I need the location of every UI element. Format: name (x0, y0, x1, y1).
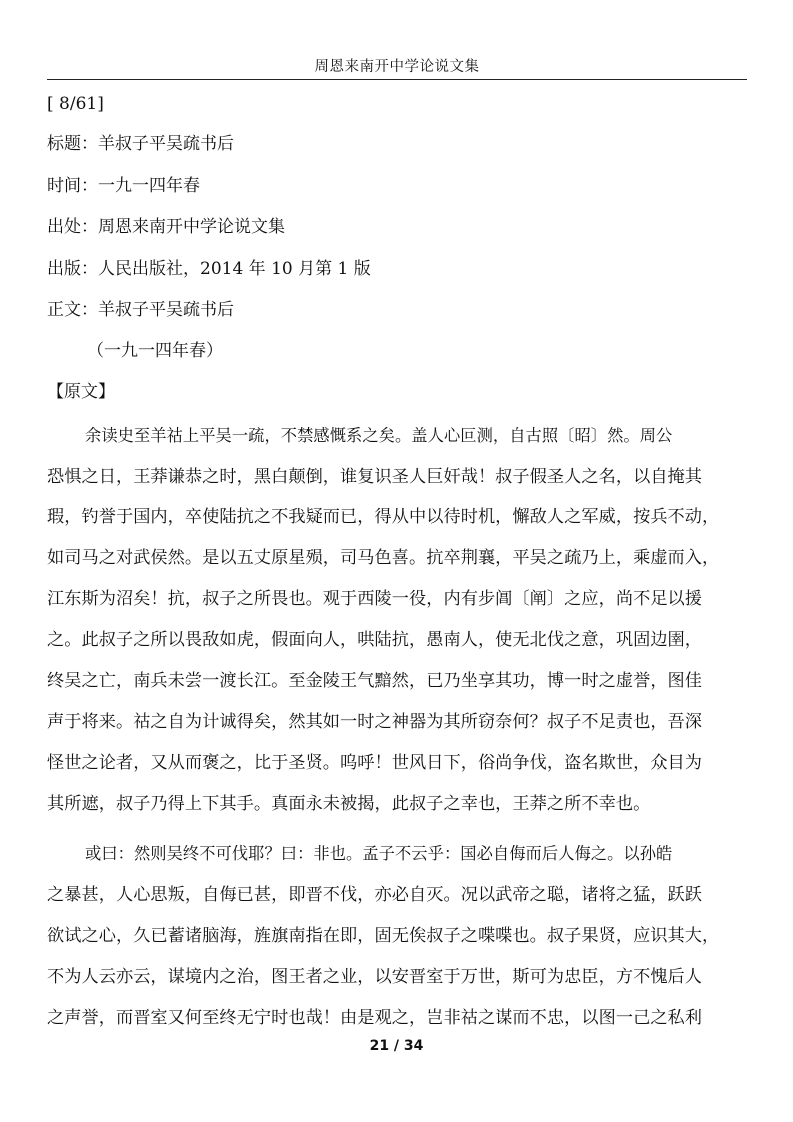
publisher-line: 出版：人民出版社，2014 年 10 月第 1 版 (47, 259, 371, 279)
running-header: 周恩来南开中学论说文集 (314, 59, 480, 75)
paragraph-line: 江东斯为沼矣！抗，叔子之所畏也。观于西陵一役，内有步阊〔阐〕之应，尚不足以援 (47, 589, 703, 609)
date-note: （一九一四年春） (87, 341, 223, 361)
paragraph-line: 如司马之对武侯然。是以五丈原星殒，司马色喜。抗卒荆襄，平吴之疏乃上，乘虚而入， (47, 548, 720, 568)
paragraph-line: 终吴之亡，南兵未尝一渡长江。至金陵王气黯然，已乃坐享其功，博一时之虚誉，图佳 (47, 671, 703, 691)
paragraph-line: 不为人云亦云，谋境内之治，图王者之业，以安晋室于万世，斯可为忠臣，方不愧后人 (47, 967, 703, 987)
section-label: 【原文】 (47, 382, 115, 402)
paragraph-line: 其所遮，叔子乃得上下其手。真面永未被揭，此叔子之幸也，王莽之所不幸也。 (47, 794, 651, 814)
paragraph-line: 或曰：然则吴终不可伐耶？曰：非也。孟子不云乎：国必自侮而后人侮之。以孙皓 (85, 844, 673, 863)
paragraph-line: 声于将来。祜之自为计诚得矣，然其如一时之神器为其所窃奈何？叔子不足责也，吾深 (47, 712, 703, 732)
document-index: [ 8/61] (47, 94, 104, 114)
body-title-line: 正文：羊叔子平吴疏书后 (47, 300, 234, 320)
paragraph-line: 恐惧之日，王莽谦恭之时，黑白颠倒，谁复识圣人巨奸哉！叔子假圣人之名，以自掩其 (47, 467, 703, 487)
paragraph-line: 之声誉，而晋室又何至终无宁时也哉！由是观之，岂非祜之谋而不忠，以图一己之私利 (47, 1008, 703, 1028)
source-line: 出处：周恩来南开中学论说文集 (47, 217, 285, 237)
paragraph-line: 之。此叔子之所以畏敌如虎，假面向人，哄陆抗，愚南人，使无北伐之意，巩固边圉， (47, 630, 703, 650)
paragraph-line: 瑕，钓誉于国内，卒使陆抗之不我疑而已，得从中以待时机，懈敌人之军威，按兵不动， (47, 507, 720, 527)
header-rule (47, 79, 747, 80)
paragraph-line: 欲试之心，久已蓄诸脑海，旌旗南指在即，固无俟叔子之喋喋也。叔子果贤，应识其大， (47, 926, 720, 946)
paragraph-line: 之暴甚，人心思叛，自侮已甚，即晋不伐，亦必自灭。况以武帝之聪，诸将之猛，跃跃 (47, 885, 703, 905)
paragraph-line: 怪世之论者，又从而褒之，比于圣贤。呜呼！世风日下，俗尚争伐，盗名欺世，众目为 (47, 753, 703, 773)
paragraph-line: 余读史至羊祜上平吴一疏，不禁感慨系之矣。盖人心叵测，自古照〔昭〕然。周公 (85, 426, 673, 445)
title-line: 标题：羊叔子平吴疏书后 (47, 134, 234, 154)
time-line: 时间：一九一四年春 (47, 176, 200, 196)
page-number: 21 / 34 (369, 1038, 424, 1054)
